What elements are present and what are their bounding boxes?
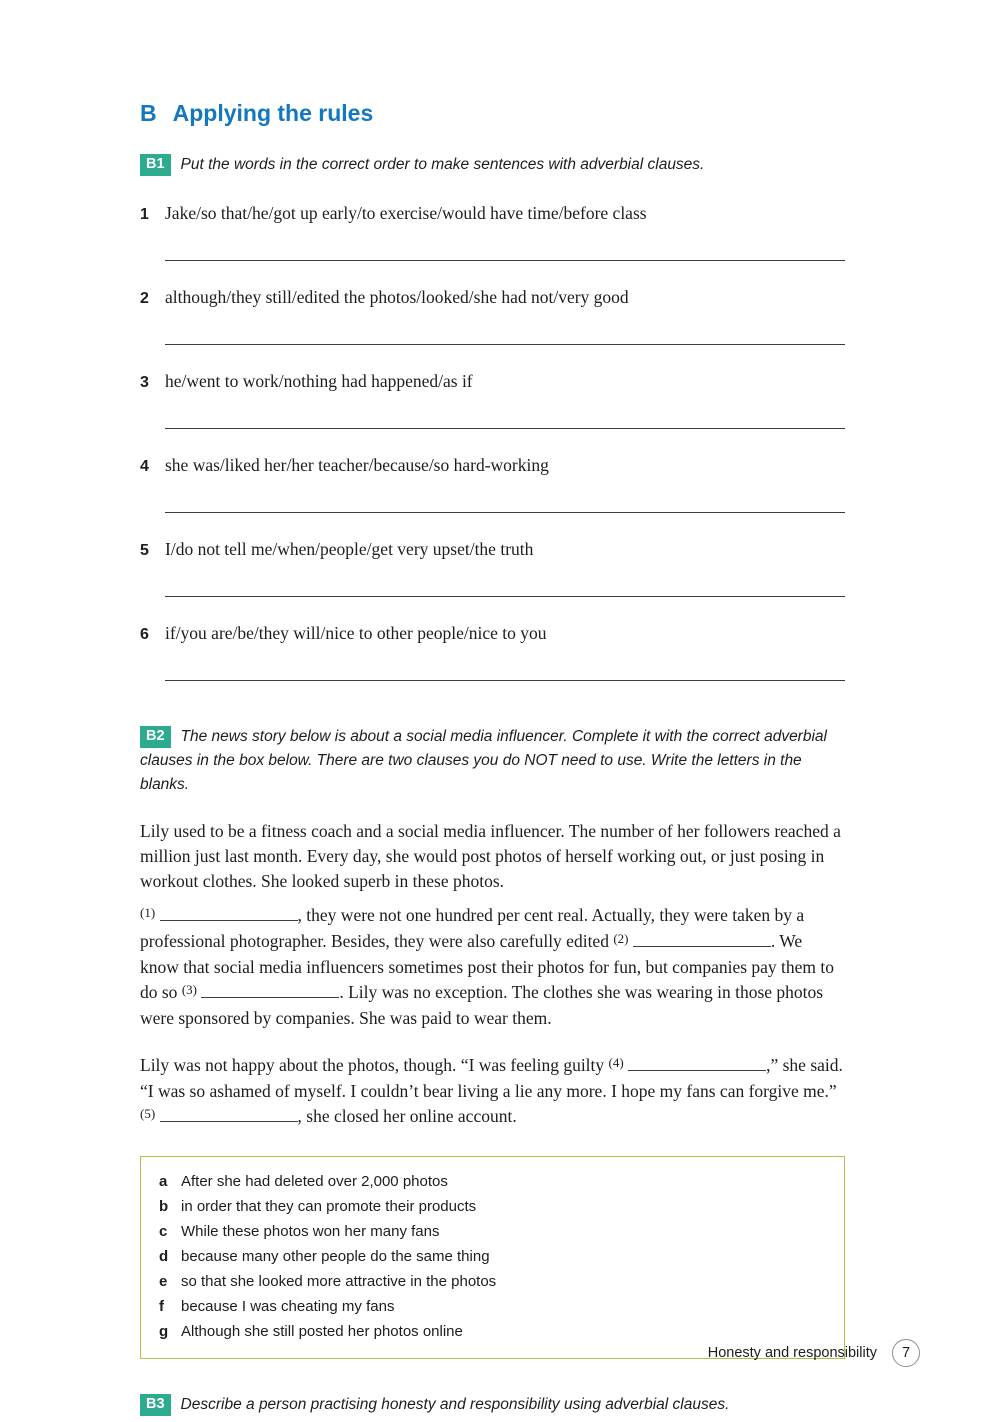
question-number: 3 [140, 374, 149, 391]
exercise-b1 [140, 153, 845, 681]
option-text: because many other people do the same thing [181, 1248, 490, 1265]
blank-marker-4: (4) [608, 1055, 624, 1070]
clause-options-box [140, 1156, 845, 1359]
b1-header [140, 153, 845, 177]
answer-line [165, 428, 845, 429]
fill-blank-3 [201, 984, 339, 998]
b1-question-list [140, 203, 845, 681]
question-number: 4 [140, 458, 149, 475]
option-row [159, 1219, 826, 1244]
option-letter: d [159, 1248, 169, 1265]
section-heading [140, 100, 845, 127]
exercise-b3 [140, 1393, 845, 1417]
b2-text-segment: Lily was not happy about the photos, though. “I was feeling guilty [140, 1055, 609, 1075]
blank-marker-1: (1) [140, 905, 156, 920]
option-row [159, 1269, 826, 1294]
b3-header [140, 1393, 845, 1417]
exercise-b2 [140, 725, 845, 1359]
question-number: 5 [140, 542, 149, 559]
option-row [159, 1294, 826, 1319]
question-text: although/they still/edited the photos/looked/she had not/very good [165, 287, 629, 307]
blank-marker-5: (5) [140, 1106, 156, 1121]
option-text: After she had deleted over 2,000 photos [181, 1173, 448, 1190]
option-row [159, 1244, 826, 1269]
question-row [140, 203, 845, 261]
page-number: 7 [892, 1339, 920, 1367]
b2-paragraph-blanks-1 [140, 903, 845, 1031]
question-row [140, 539, 845, 597]
blank-marker-2: (2) [613, 931, 629, 946]
option-letter: g [159, 1323, 169, 1340]
answer-line [165, 596, 845, 597]
option-row [159, 1169, 826, 1194]
option-letter: e [159, 1273, 168, 1290]
page-footer [708, 1339, 920, 1367]
answer-line [165, 344, 845, 345]
question-text: he/went to work/nothing had happened/as if [165, 371, 473, 391]
b2-instruction: The news story below is about a social media influencer. Complete it with the correct adverbial clauses in the box below. There are two clauses you do NOT need to use. Write the letters in the blanks. [140, 728, 827, 793]
b1-badge: B1 [140, 154, 171, 176]
option-text: so that she looked more attractive in the photos [181, 1273, 497, 1290]
question-number: 6 [140, 626, 149, 643]
fill-blank-4 [628, 1057, 766, 1071]
b3-badge: B3 [140, 1394, 171, 1416]
b2-header [140, 725, 845, 797]
option-letter: a [159, 1173, 168, 1190]
answer-line [165, 260, 845, 261]
b2-intro-paragraph: Lily used to be a fitness coach and a social media influencer. The number of her followers reached a million just last month. Every day, she would post photos of herself working out, or just posing in workout clothes. She looked superb in these photos. [140, 821, 841, 891]
section-letter: B [140, 100, 157, 126]
answer-line [165, 680, 845, 681]
footer-chapter-title: Honesty and responsibility [707, 1345, 877, 1361]
b2-badge: B2 [140, 726, 171, 748]
blank-marker-3: (3) [181, 982, 197, 997]
question-row [140, 623, 845, 681]
option-text: in order that they can promote their products [181, 1198, 477, 1215]
b2-paragraph-blanks-2 [140, 1053, 845, 1130]
question-text: I/do not tell me/when/people/get very upset/the truth [165, 539, 534, 559]
question-text: she was/liked her/her teacher/because/so hard-working [165, 455, 549, 475]
b3-instruction: Describe a person practising honesty and responsibility using adverbial clauses. [180, 1396, 730, 1413]
question-row [140, 371, 845, 429]
b2-text-segment: , they were not one hundred per cent real. Actually, they were taken by a professional photographer. Besides, they were also carefully edited [140, 905, 805, 951]
option-text: Although she still posted her photos online [181, 1323, 463, 1340]
option-text: While these photos won her many fans [181, 1223, 440, 1240]
question-text: Jake/so that/he/got up early/to exercise/would have time/before class [165, 203, 647, 223]
section-title: Applying the rules [172, 100, 374, 126]
b2-text-segment: ,” she said. “I was so ashamed of myself. I couldn’t bear living a lie any more. I hope my fans can forgive me.” [140, 1055, 843, 1101]
question-row [140, 455, 845, 513]
option-text: because I was cheating my fans [181, 1298, 395, 1315]
option-row [159, 1194, 826, 1219]
fill-blank-2 [633, 933, 771, 947]
fill-blank-5 [160, 1108, 298, 1122]
question-number: 2 [140, 290, 149, 307]
question-row [140, 287, 845, 345]
option-letter: f [159, 1298, 164, 1315]
question-number: 1 [140, 206, 149, 223]
option-letter: b [159, 1198, 169, 1215]
b2-text-segment: . We know that social media influencers sometimes post their photos for fun, but companies pay them to do so [140, 931, 835, 1002]
b1-instruction: Put the words in the correct order to make sentences with adverbial clauses. [180, 156, 705, 173]
b2-text-segment: , she closed her online account. [297, 1106, 517, 1126]
option-letter: c [159, 1223, 168, 1240]
question-text: if/you are/be/they will/nice to other people/nice to you [165, 623, 547, 643]
answer-line [165, 512, 845, 513]
b2-text-segment: . Lily was no exception. The clothes she was wearing in those photos were sponsored by companies. She was paid to wear them. [140, 982, 824, 1028]
fill-blank-1 [160, 907, 298, 921]
